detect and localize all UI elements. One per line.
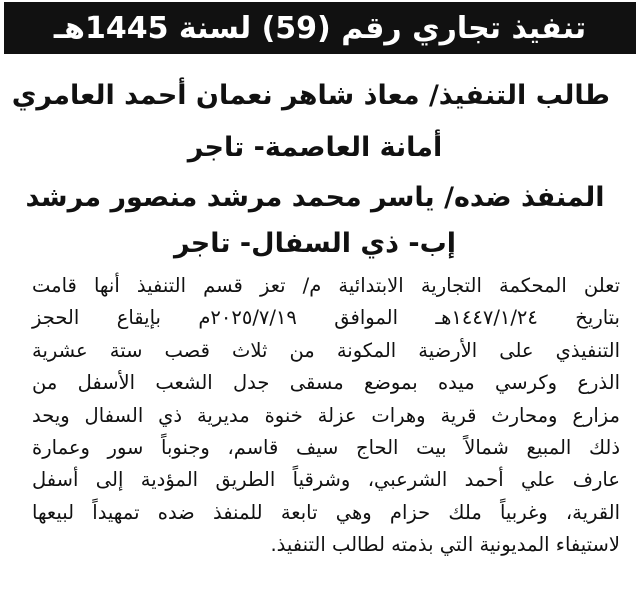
- body-line: ذلك المبيع شمالاً بيت الحاج سيف قاسم، وجنوباً سور وعمارة: [32, 435, 620, 459]
- notice-title-banner: [4, 2, 636, 54]
- body-line: عارف علي أحمد الشرعبي، وشرقياً الطريق المؤدية إلى أسفل: [32, 468, 620, 492]
- enforcement-requester: طالب التنفيذ/ معاذ شاهر نعمان أحمد العامري: [11, 80, 610, 111]
- requester-location: أمانة العاصمة- تاجر: [187, 132, 443, 163]
- body-line: التنفيذي على الأرضية المكونة من ثلاث قصب ستة عشرية: [32, 338, 620, 362]
- enforced-against: المنفذ ضده/ ياسر محمد مرشد منصور مرشد: [25, 182, 605, 213]
- body-line: القرية، وغربياً ملك حزام وهي تابعة للمنفذ ضده تمهيداً لبيعها: [32, 500, 620, 524]
- notice-body: [32, 270, 620, 562]
- notice-title: تنفيذ تجاري رقم (59) لسنة 1445هـ: [53, 10, 587, 46]
- body-line: لاستيفاء المديونية التي بذمته لطالب التنفيذ.: [270, 533, 620, 557]
- body-line: مزارع ومحارث قرية وهرات عزلة خنوة مديرية ذي السفال ويحد: [32, 403, 620, 427]
- body-line: تعلن المحكمة التجارية الابتدائية م/ تعز قسم التنفيذ أنها قامت: [32, 274, 620, 297]
- body-line: الذرع وكرسي ميده بموضع مسقى جدل الشعب الأسفل من: [32, 371, 620, 395]
- body-line: بتاريخ ١٤٤٧/١/٢٤هـ الموافق ٢٠٢٥/٧/١٩م بإيقاع الحجز: [32, 306, 620, 330]
- enforced-against-location: إب- ذي السفال- تاجر: [174, 228, 456, 259]
